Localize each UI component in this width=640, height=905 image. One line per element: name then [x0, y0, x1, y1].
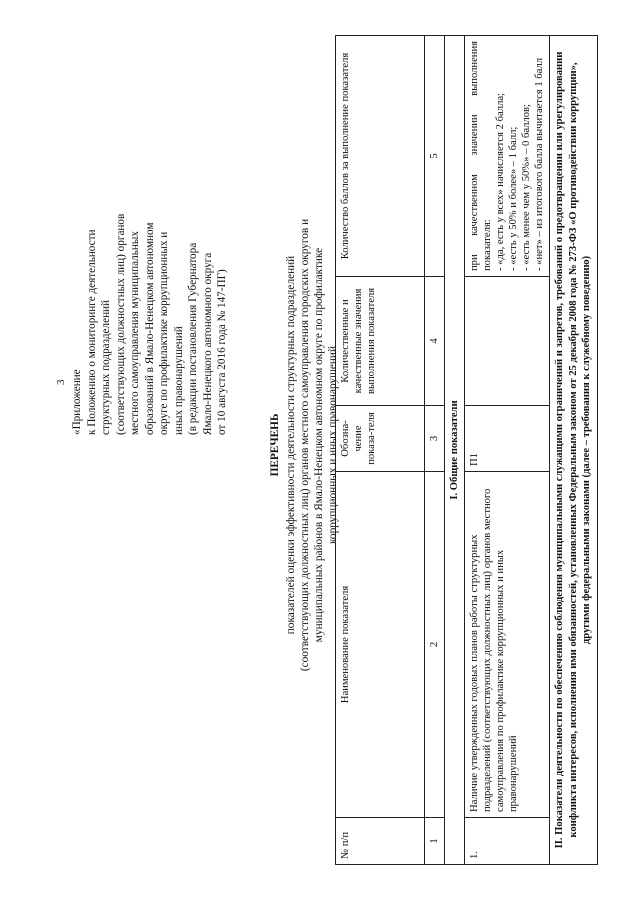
section-title: I. Общие показатели	[445, 36, 465, 865]
appendix-line: (в редакции постановления Губернатора	[187, 242, 199, 435]
appendix-line: «Приложение	[71, 369, 83, 435]
row-points	[465, 36, 550, 277]
column-number: 2	[425, 472, 445, 818]
page-number: 3	[55, 379, 67, 385]
appendix-line: образований в Ямало-Ненецком автономном	[143, 222, 156, 435]
points-line: - «да, есть у всех» начисляется 2 балла;	[495, 93, 506, 271]
appendix-line: от 10 августа 2016 года № 147-ПГ)	[216, 269, 228, 435]
column-number: 3	[425, 406, 445, 472]
appendix-line: структурных подразделений	[100, 299, 112, 435]
row-name: Наличие утвержденных годовых планов работы структурных подразделений (соответствующих должностных лиц) органов местного самоуправления по профилактике коррупционных и иных правонарушений	[465, 472, 550, 818]
header-values: Количественные и качественные значения выполнения показателя	[336, 277, 425, 406]
points-line: - «есть у 50% и более» – 1 балл;	[508, 126, 519, 271]
header-code: Обозна-чение показа-теля	[336, 406, 425, 472]
row-number: 1.	[465, 818, 550, 865]
appendix-line: иных правонарушений	[172, 326, 185, 435]
table-row	[465, 36, 550, 865]
header-no: № п/п	[336, 818, 425, 865]
appendix-line: местного самоуправления муниципальных	[129, 231, 141, 435]
column-number: 4	[425, 277, 445, 406]
column-number-row	[425, 36, 445, 865]
document-title	[268, 80, 340, 810]
appendix-line: Ямало-Ненецкого автономного округа	[201, 252, 214, 435]
table-header-row	[336, 36, 425, 865]
title-line: муниципальных районов в Ямало-Ненецком автономном округе по профилактике	[313, 247, 325, 643]
title-heading: ПЕРЕЧЕНЬ	[269, 413, 281, 477]
section-row	[445, 36, 465, 865]
section-row	[550, 36, 598, 865]
column-number: 5	[425, 36, 445, 277]
points-line: - «есть менее чем у 50%» – 0 баллов;	[521, 104, 532, 271]
title-line: коррупционных и иных правонарушений	[327, 346, 339, 544]
points-line: - «нет» – из итогового балла вычитается 1 балл	[534, 57, 545, 271]
title-line: показателей оценки эффективности деятельности структурных подразделений	[285, 255, 297, 635]
header-points: Количество баллов за выполнение показателя	[336, 36, 425, 277]
title-line: (соответствующих должностных лиц) органов местного самоуправления городских округов и	[299, 218, 311, 672]
appendix-block	[70, 35, 230, 435]
indicators-table	[335, 35, 598, 865]
appendix-line: к Положению о мониторинге деятельности	[85, 229, 98, 435]
points-line: при качественном значении выполнения показателя:	[469, 41, 493, 271]
row-code: П1	[465, 406, 550, 472]
row-values	[465, 277, 550, 406]
appendix-line: (соответствующих должностных лиц) органов	[114, 213, 127, 435]
appendix-line: округе по профилактике коррупционных и	[158, 231, 170, 435]
header-name: Наименование показателя	[336, 472, 425, 818]
column-number: 1	[425, 818, 445, 865]
section-title: II. Показатели деятельности по обеспечению соблюдения муниципальными служащими ограничений и запретов, требований о предотвращении или урегулировании конфликта интересов, исполнения ими обязанностей, установленных Федеральным законом от 25 декабря 2008 года № 273-ФЗ «О противодействии коррупции», другими федеральными законами (далее – требования к служебному поведению)	[550, 36, 598, 865]
